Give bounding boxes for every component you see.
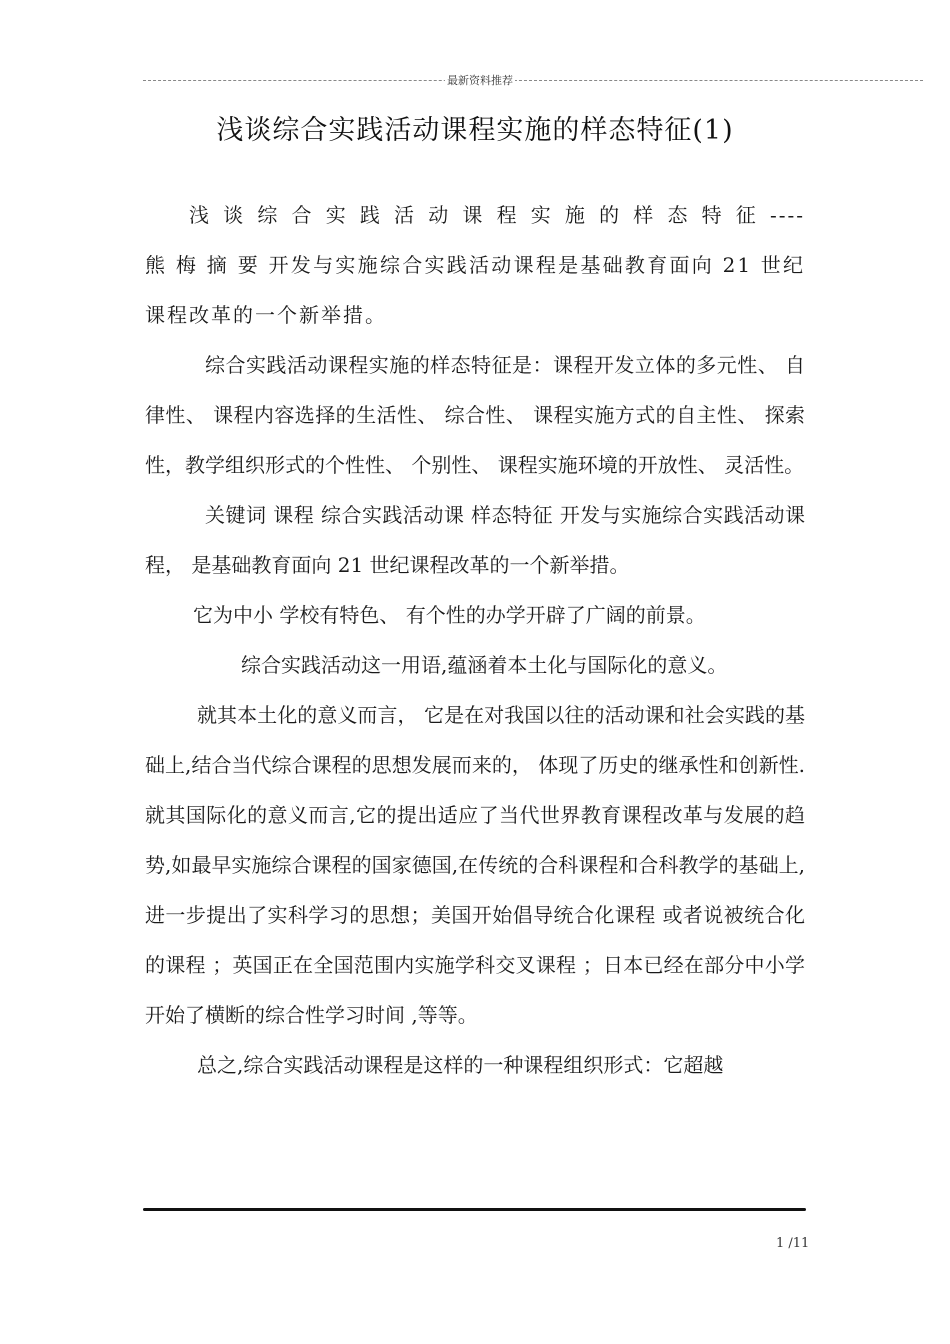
header-label: 最新资料推荐 — [447, 74, 513, 87]
paragraph-1 — [145, 190, 805, 340]
paragraph-5: 综合实践活动这一用语,蕴涵着本土化与国际化的意义。 — [241, 653, 728, 677]
paragraph-3: 关键词 课程 综合实践活动课 样态特征 开发与实施综合实践活动课程， 是基础教育面向 21 世纪课程改革的一个新举措。 — [145, 503, 805, 577]
paragraph-4: 它为中小 学校有特色、 有个性的办学开辟了广阔的前景。 — [193, 603, 706, 627]
document-body — [145, 190, 805, 1090]
page-number: 1 /11 — [776, 1236, 810, 1251]
paragraph-6: 就其本土化的意义而言， 它是在对我国以往的活动课和社会实践的基础上,结合当代综合课程的思想发展而来的， 体现了历史的继承性和创新性.就其国际化的意义而言,它的提出适应了当代世界教育课程改革与发展的趋势,如最早实施综合课程的国家德国,在传统的合科课程和合科教学的基础上,进一步提出了实科学习的思想；美国开始倡导统合化课程 或者说被统合化的课程 ；英国正在全国范围内实施学科交叉课程 ；日本已经在部分中小学开始了横断的综合性学习时间 ,等等。 — [145, 703, 805, 1027]
paragraph-1-rest: ----熊 梅 摘 要 开发与实施综合实践活动课程是基础教育面向 21 世纪课程改革的一个新举措。 — [145, 203, 805, 327]
footer-rule — [143, 1208, 806, 1211]
paragraph-1-heading: 浅谈综合实践活动课程实施的样态特征 — [189, 203, 770, 227]
document-title: 浅谈综合实践活动课程实施的样态特征(1) — [216, 115, 734, 146]
paragraph-2: 综合实践活动课程实施的样态特征是：课程开发立体的多元性、 自律性、 课程内容选择的生活性、 综合性、 课程实施方式的自主性、 探索性，教学组织形式的个性性、 个别性、 课程实施环境的开放性、 灵活性。 — [145, 353, 805, 477]
paragraph-7: 总之,综合实践活动课程是这样的一种课程组织形式：它超越 — [197, 1053, 724, 1077]
header-rule — [143, 80, 923, 81]
